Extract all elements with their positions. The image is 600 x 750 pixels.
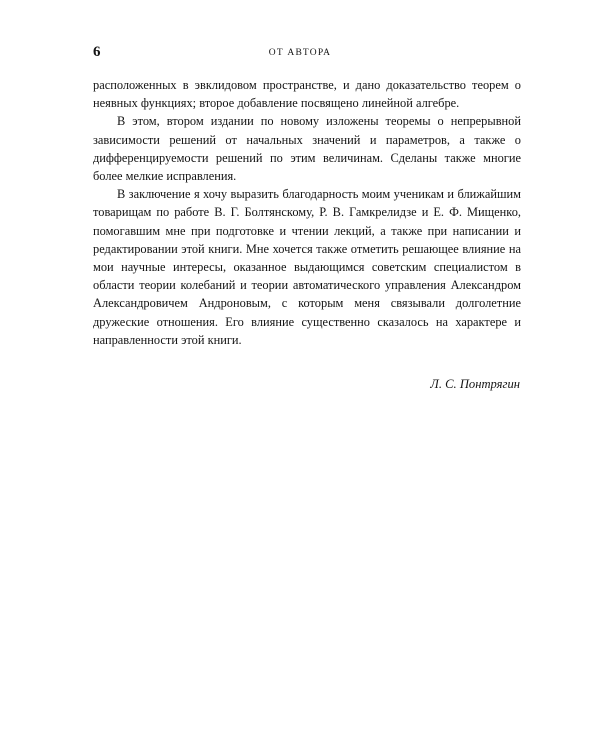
author-signature: Л. С. Понтрягин — [430, 377, 520, 391]
running-title: ОТ АВТОРА — [268, 48, 332, 58]
body-text — [93, 76, 521, 349]
paragraph-second-edition: В этом, втором издании по новому изложены теоремы о непрерывной зависимости решений от начальных значений и параметров, а также о дифференцируемости решений по этим величинам. Сделаны также многие более мелкие исправления. — [93, 114, 521, 184]
paragraph-continuation: расположенных в эвклидовом пространстве, и дано доказательство теорем о неявных функциях; второе добавление посвящено линейной алгебре. — [93, 78, 521, 111]
page-number: 6 — [93, 44, 101, 60]
paragraph-acknowledgements: В заключение я хочу выразить благодарность моим ученикам и ближайшим товарищам по работе В. Г. Болтянскому, Р. В. Гамкрелидзе и Е. Ф. Мищенко, помогавшим мне при подготовке и чтении лекций, а также при написании и редактировании этой книги. Мне хочется также отметить решающее влияние на мои научные интересы, оказанное выдающимся советским специалистом в области теории колебаний и теории автоматического управления Александром Александровичем Андроновым, с которым меня связывали долголетние дружеские отношения. Его влияние существенно сказалось на характере и направленности этой книги. — [93, 187, 521, 347]
